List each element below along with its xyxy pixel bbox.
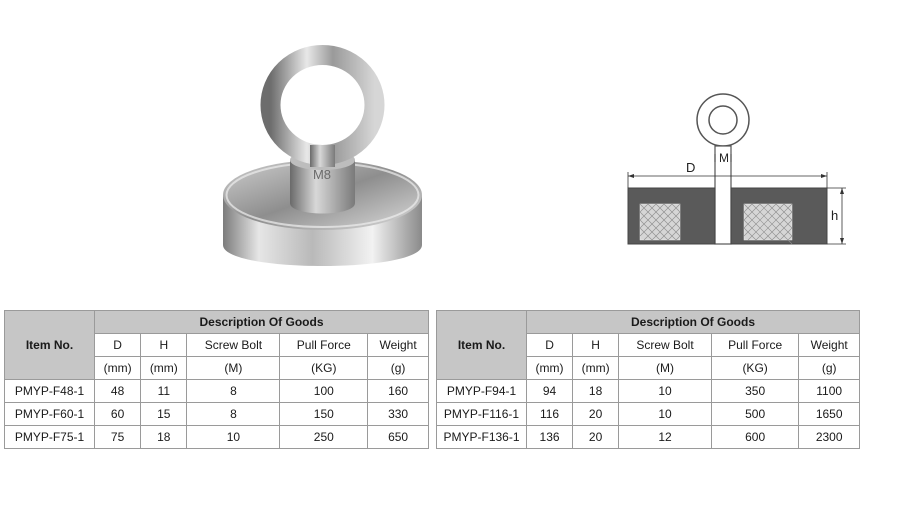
item-no-cell: PMYP-F75-1	[5, 426, 95, 449]
unit-weight: (g)	[799, 357, 860, 380]
screw-bolt-cell: 8	[187, 403, 280, 426]
unit-d: (mm)	[527, 357, 573, 380]
col-header-weight: Weight	[368, 334, 429, 357]
pull-force-cell: 500	[711, 403, 798, 426]
d-cell: 136	[527, 426, 573, 449]
unit-d: (mm)	[95, 357, 141, 380]
screw-bolt-cell: 12	[619, 426, 712, 449]
pull-force-cell: 600	[711, 426, 798, 449]
weight-cell: 1650	[799, 403, 860, 426]
weight-cell: 1100	[799, 380, 860, 403]
pull-force-cell: 350	[711, 380, 798, 403]
h-cell: 18	[573, 380, 619, 403]
h-cell: 18	[141, 426, 187, 449]
table-header-row	[5, 311, 429, 334]
d-cell: 116	[527, 403, 573, 426]
h-cell: 20	[573, 426, 619, 449]
table-row	[5, 426, 429, 449]
col-header-d: D	[95, 334, 141, 357]
h-cell: 20	[573, 403, 619, 426]
table-row	[5, 403, 429, 426]
pull-force-cell: 100	[280, 380, 368, 403]
col-header-h: H	[141, 334, 187, 357]
table-row	[5, 380, 429, 403]
diagram-label-h: h	[831, 208, 839, 223]
table-row	[437, 380, 860, 403]
spec-table-right	[436, 310, 860, 449]
unit-h: (mm)	[141, 357, 187, 380]
diagram-label-m: M	[719, 151, 729, 165]
weight-cell: 160	[368, 380, 429, 403]
diagram-label-d: D	[686, 160, 696, 175]
item-no-cell: PMYP-F60-1	[5, 403, 95, 426]
col-header-d: D	[527, 334, 573, 357]
screw-bolt-cell: 10	[187, 426, 280, 449]
product-photo	[215, 45, 430, 285]
unit-pull-force: (KG)	[280, 357, 368, 380]
screw-bolt-cell: 10	[619, 403, 712, 426]
table-row	[437, 403, 860, 426]
item-no-cell: PMYP-F94-1	[437, 380, 527, 403]
col-header-pull-force: Pull Force	[711, 334, 798, 357]
table-row	[437, 426, 860, 449]
pull-force-cell: 250	[280, 426, 368, 449]
screw-bolt-cell: 10	[619, 380, 712, 403]
weight-cell: 2300	[799, 426, 860, 449]
unit-pull-force: (KG)	[711, 357, 798, 380]
d-cell: 48	[95, 380, 141, 403]
description-header: Description Of Goods	[527, 311, 860, 334]
item-no-cell: PMYP-F48-1	[5, 380, 95, 403]
description-header: Description Of Goods	[95, 311, 429, 334]
col-header-pull-force: Pull Force	[280, 334, 368, 357]
item-no-header: Item No.	[5, 311, 95, 380]
item-no-cell: PMYP-F136-1	[437, 426, 527, 449]
col-header-screw-bolt: Screw Bolt	[619, 334, 712, 357]
weight-cell: 330	[368, 403, 429, 426]
dimension-diagram	[620, 88, 860, 248]
d-cell: 60	[95, 403, 141, 426]
item-no-header: Item No.	[437, 311, 527, 380]
weight-cell: 650	[368, 426, 429, 449]
eye-bolt-engraving: M8	[312, 167, 332, 182]
spec-table-left	[4, 310, 429, 449]
d-cell: 94	[527, 380, 573, 403]
h-cell: 11	[141, 380, 187, 403]
unit-h: (mm)	[573, 357, 619, 380]
unit-weight: (g)	[368, 357, 429, 380]
h-cell: 15	[141, 403, 187, 426]
screw-bolt-cell: 8	[187, 380, 280, 403]
col-header-screw-bolt: Screw Bolt	[187, 334, 280, 357]
d-cell: 75	[95, 426, 141, 449]
unit-screw-bolt: (M)	[619, 357, 712, 380]
col-header-h: H	[573, 334, 619, 357]
item-no-cell: PMYP-F116-1	[437, 403, 527, 426]
pull-force-cell: 150	[280, 403, 368, 426]
table-header-row	[437, 311, 860, 334]
col-header-weight: Weight	[799, 334, 860, 357]
unit-screw-bolt: (M)	[187, 357, 280, 380]
